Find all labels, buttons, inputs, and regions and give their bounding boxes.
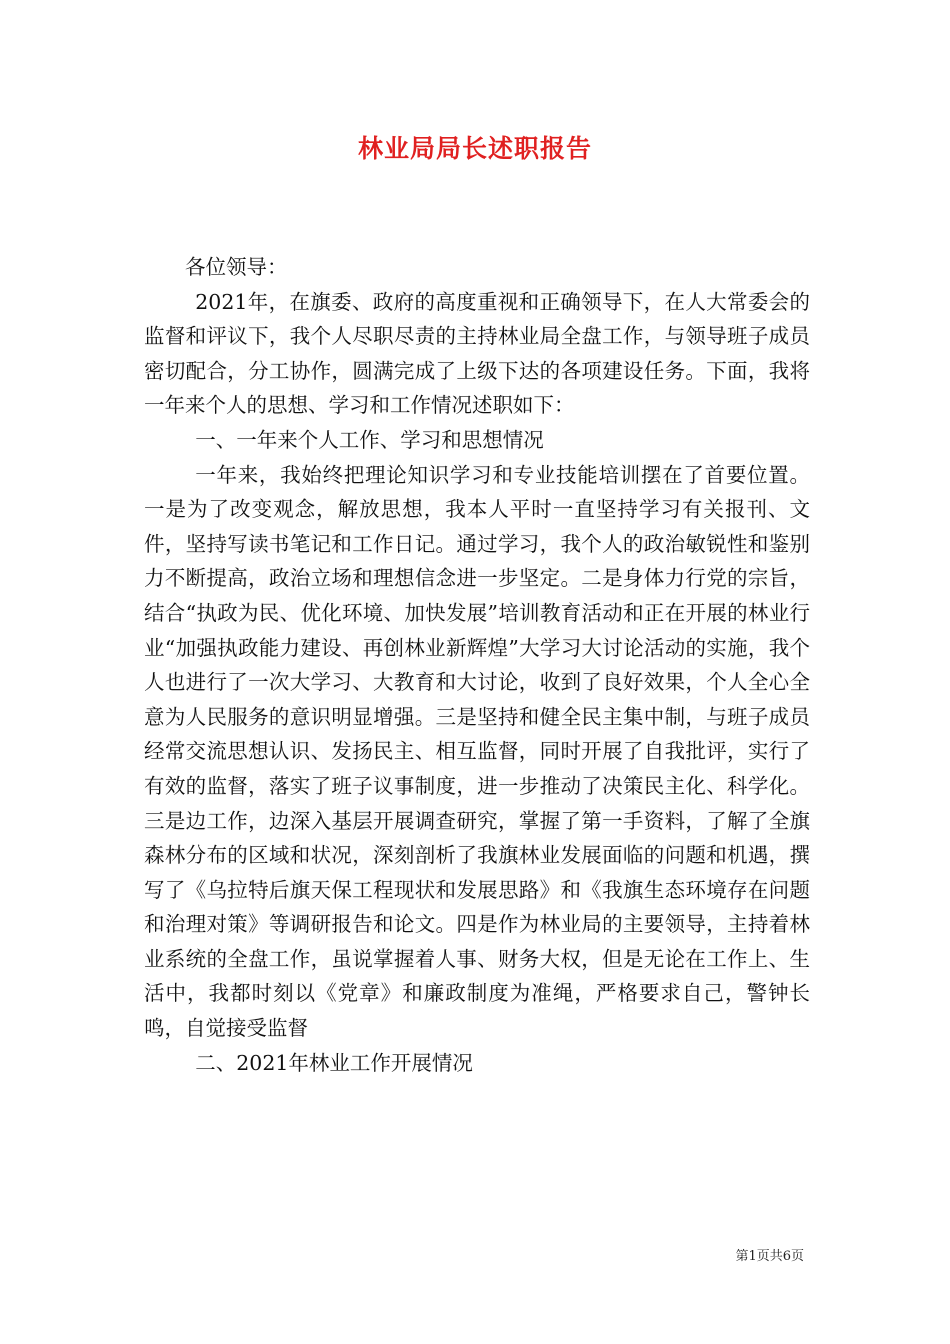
section-heading-1: 一、一年来个人工作、学习和思想情况 (195, 427, 544, 452)
document-title: 林业局局长述职报告 (357, 134, 592, 163)
paragraph-section-1: 一年来，我始终把理论知识学习和专业技能培训摆在了首要位置。一是为了改变观念，解放思想，我本人平时一直坚持学习有关报刊、文件，坚持写读书笔记和工作日记。通过学习，我个人的政治敏锐性和鉴别力不断提高，政治立场和理想信念进一步坚定。二是身体力行党的宗旨，结合“执政为民、优化环境、加快发展”培训教育活动和正在开展的林业行业“加强执政能力建设、再创林业新辉煌”大学习大讨论活动的实施，我个人也进行了一次大学习、大教育和大讨论，收到了良好效果，个人全心全意为人民服务的意识明显增强。三是坚持和健全民主集中制，与班子成员经常交流思想认识、发扬民主、相互监督，同时开展了自我批评，实行了有效的监督，落实了班子议事制度，进一步推动了决策民主化、科学化。三是边工作，边深入基层开展调查研究，掌握了第一手资料，了解了全旗森林分布的区域和状况，深刻剖析了我旗林业发展面临的问题和机遇，撰写了《乌拉特后旗天保工程现状和发展思路》和《我旗生态环境存在问题和治理对策》等调研报告和论文。四是作为林业局的主要领导，主持着林业系统的全盘工作，虽说掌握着人事、财务大权，但是无论在工作上、生活中，我都时刻以《党章》和廉政制度为准绳，严格要求自己，警钟长鸣，自觉接受监督 (144, 462, 810, 1041)
salutation: 各位领导： (185, 255, 288, 279)
section-heading-2: 二、2021年林业工作开展情况 (195, 1050, 473, 1075)
paragraph-intro: 2021年，在旗委、政府的高度重视和正确领导下，在人大常委会的监督和评议下，我个人尽职尽责的主持林业局全盘工作，与领导班子成员密切配合，分工协作，圆满完成了上级下达的各项建设任务。下面，我将一年来个人的思想、学习和工作情况述职如下： (144, 289, 810, 418)
document-body (144, 250, 810, 1080)
page-footer: 第1页共6页 (735, 1249, 804, 1264)
